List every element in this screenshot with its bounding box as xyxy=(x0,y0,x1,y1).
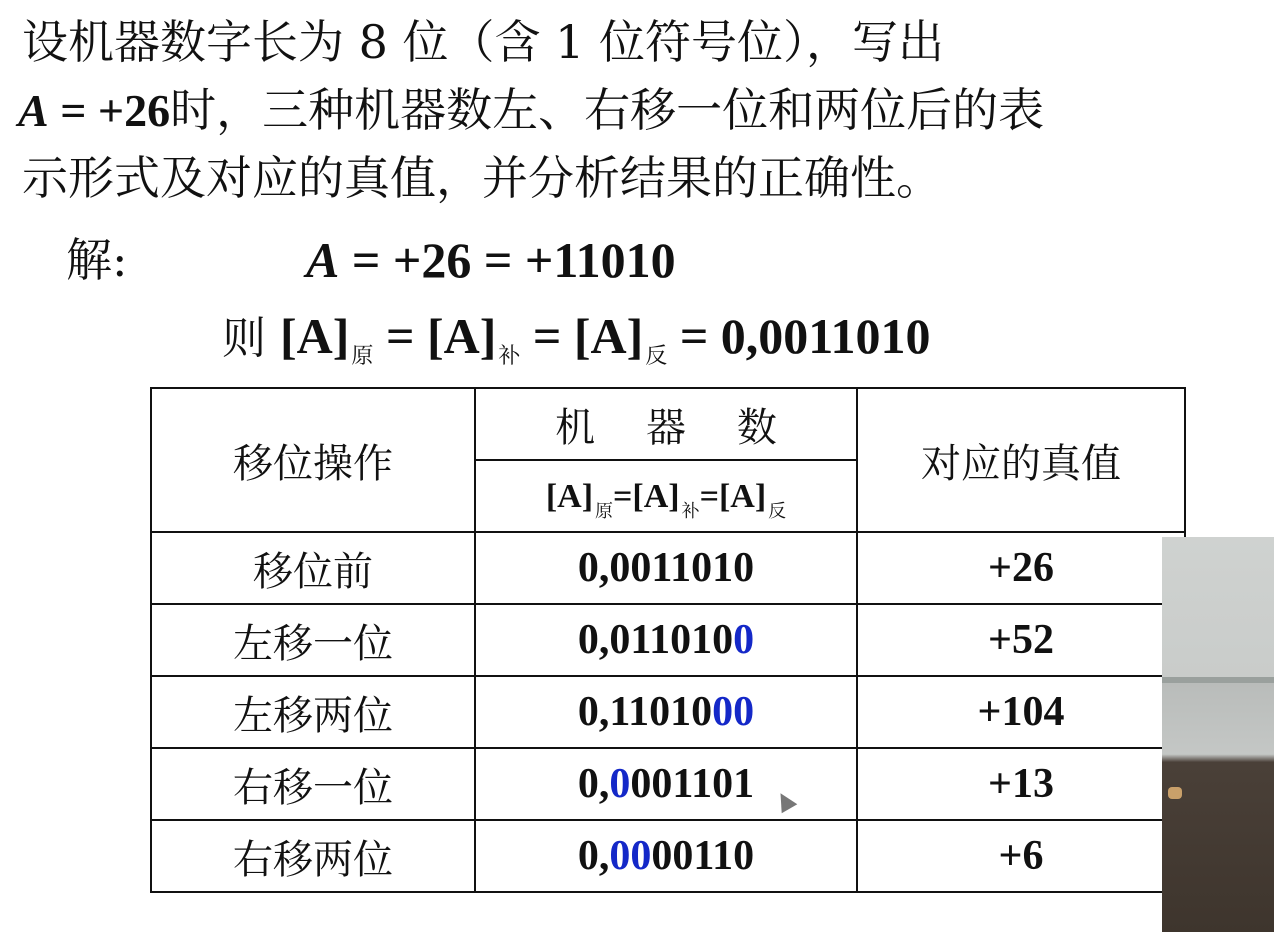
problem-text-1: 设机器数字长为 8 位（含 1 位符号位），写出 xyxy=(22,15,945,69)
header-true-value: 对应的真值 xyxy=(857,388,1185,532)
representation-value: = 0,0011010 xyxy=(667,308,931,364)
equals-2: = xyxy=(520,308,574,364)
header-representation: [A] $_原$=[A] $_补$=[A] $_反$ xyxy=(475,460,857,532)
row-bits: 0,1101000 xyxy=(475,676,857,748)
row-op: 左移一位 xyxy=(151,604,475,676)
problem-text-3: 示形式及对应的真值，并分析结果的正确性。 xyxy=(22,151,942,205)
row-bits: 0,0011010 xyxy=(475,532,857,604)
row-value: +6 xyxy=(857,820,1185,892)
eq-var-a: A xyxy=(306,232,340,288)
row-op: 右移两位 xyxy=(151,820,475,892)
webcam-figurine xyxy=(1168,787,1182,799)
header-machine-number: 机 器 数 xyxy=(475,388,857,460)
table-row xyxy=(151,676,1185,748)
webcam-overlay xyxy=(1162,537,1274,932)
var-a: A xyxy=(18,85,49,136)
webcam-background-strip xyxy=(1162,677,1274,683)
row-value: +104 xyxy=(857,676,1185,748)
row-op: 左移两位 xyxy=(151,676,475,748)
solution-equation xyxy=(306,232,676,288)
eq-rest: = +26 = +11010 xyxy=(339,232,676,288)
shift-table xyxy=(150,387,1186,893)
row-bits: 0,0000110 xyxy=(475,820,857,892)
problem-line-3 xyxy=(22,150,942,206)
table-row xyxy=(151,604,1185,676)
row-op: 右移一位 xyxy=(151,748,475,820)
bracket-a-2: [A] xyxy=(426,308,497,364)
row-bits: 0,0001101 xyxy=(475,748,857,820)
solution-label: 解: xyxy=(66,233,128,287)
sub-yuan: 原 xyxy=(351,344,374,369)
row-value: +26 xyxy=(857,532,1185,604)
row-value: +13 xyxy=(857,748,1185,820)
sub-bu: 补 xyxy=(498,344,521,369)
representation-equation xyxy=(222,308,931,385)
row-value: +52 xyxy=(857,604,1185,676)
table-row xyxy=(151,820,1185,892)
bracket-a-1: [A] xyxy=(280,308,350,364)
table-row xyxy=(151,532,1185,604)
sub-fan: 反 xyxy=(645,344,668,369)
equals-1: = xyxy=(373,308,427,364)
bracket-a-3: [A] xyxy=(573,308,644,364)
problem-line-1 xyxy=(22,14,944,70)
problem-line-2 xyxy=(18,82,1044,139)
table-row xyxy=(151,748,1185,820)
row-op: 移位前 xyxy=(151,532,475,604)
problem-text-2: 时，三种机器数左、右移一位和两位后的表 xyxy=(170,83,1045,137)
row-bits: 0,0110100 xyxy=(475,604,857,676)
then-text: 则 xyxy=(222,313,280,364)
table-header-row xyxy=(151,388,1185,460)
header-shift-op: 移位操作 xyxy=(151,388,475,532)
a-value: = +26 xyxy=(48,85,171,136)
